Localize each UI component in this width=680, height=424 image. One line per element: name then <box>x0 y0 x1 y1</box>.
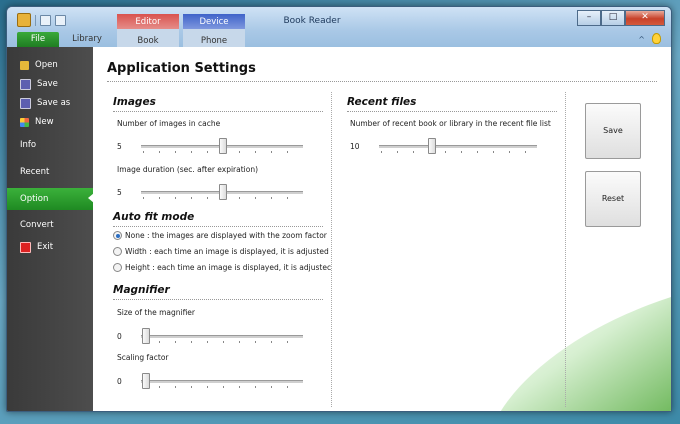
section-divider <box>113 111 323 112</box>
slider-ticks <box>381 151 535 153</box>
radio-dot[interactable] <box>113 247 122 256</box>
slider-thumb[interactable] <box>142 373 150 389</box>
radio-dot[interactable] <box>113 263 122 272</box>
editor-context-group <box>117 14 179 47</box>
editor-context-label: Editor <box>135 17 161 27</box>
slider-thumb[interactable] <box>219 138 227 154</box>
tab-book[interactable]: Book <box>137 36 159 46</box>
section-divider <box>347 111 557 112</box>
floppy-icon <box>20 79 31 90</box>
scaling-label: Scaling factor <box>117 353 169 362</box>
close-button[interactable]: ✕ <box>625 10 665 26</box>
sidebar-item-label: Exit <box>37 242 54 252</box>
cache-slider[interactable] <box>141 138 303 154</box>
slider-thumb[interactable] <box>219 184 227 200</box>
recent-count-slider[interactable] <box>379 138 537 154</box>
maximize-button[interactable]: □ <box>601 10 625 26</box>
section-divider <box>113 299 323 300</box>
save-button[interactable]: Save <box>585 103 641 159</box>
settings-panel <box>93 47 671 411</box>
sidebar-item-convert[interactable] <box>7 215 93 235</box>
sidebar-item-recent[interactable] <box>7 162 93 182</box>
background-swoosh <box>452 246 671 411</box>
sidebar-item-exit[interactable] <box>7 237 93 257</box>
title-divider <box>107 81 657 82</box>
floppy-icon <box>20 98 31 109</box>
minimize-button[interactable]: – <box>577 10 601 26</box>
autofit-section-title: Auto fit mode <box>113 211 195 223</box>
new-icon <box>20 118 29 127</box>
recent-count-label: Number of recent book or library in the recent file list <box>350 119 551 128</box>
title-bar <box>7 7 671 47</box>
sidebar-item-label: Save <box>37 79 58 89</box>
device-context-group <box>183 14 245 47</box>
sidebar-item-info[interactable] <box>7 135 93 155</box>
minimize-ribbon-icon[interactable]: ^ <box>638 35 645 44</box>
section-divider <box>113 226 323 227</box>
sidebar-item-label: Info <box>20 140 37 150</box>
sidebar-item-new[interactable] <box>7 112 93 132</box>
sidebar-item-option[interactable] <box>7 188 93 210</box>
slider-ticks <box>143 341 301 343</box>
cache-label: Number of images in cache <box>117 119 221 128</box>
recent-count-value: 10 <box>350 142 360 151</box>
sidebar-item-label: Option <box>20 194 49 204</box>
column-divider <box>331 92 332 407</box>
lightbulb-help-icon[interactable] <box>652 33 661 44</box>
sidebar-item-label: Convert <box>20 220 54 230</box>
window-controls <box>577 10 665 26</box>
radio-dot[interactable] <box>113 231 122 240</box>
tab-file[interactable]: File <box>17 32 59 47</box>
radio-label: Height : each time an image is displayed, it is adjustec <box>125 263 332 272</box>
magnifier-section-title: Magnifier <box>113 284 170 296</box>
scaling-value: 0 <box>117 377 122 386</box>
sidebar-item-label: New <box>35 117 54 127</box>
recent-section-title: Recent files <box>347 96 417 108</box>
slider-thumb[interactable] <box>428 138 436 154</box>
device-context-label: Device <box>199 17 229 27</box>
magnifier-size-slider[interactable] <box>141 328 303 344</box>
sidebar-item-save[interactable] <box>7 74 93 94</box>
slider-thumb[interactable] <box>142 328 150 344</box>
sidebar-item-open[interactable] <box>7 55 93 75</box>
autofit-height-radio[interactable] <box>113 263 331 272</box>
folder-icon <box>20 61 29 70</box>
magnifier-size-label: Size of the magnifier <box>117 308 196 317</box>
autofit-none-radio[interactable] <box>113 231 327 240</box>
images-section-title: Images <box>113 96 156 108</box>
backstage-sidebar <box>7 47 93 411</box>
radio-label: None : the images are displayed with the zoom factor <box>125 231 327 240</box>
duration-label: Image duration (sec. after expiration) <box>117 165 259 174</box>
scaling-slider[interactable] <box>141 373 303 389</box>
window-title: Book Reader <box>283 16 341 26</box>
duration-value: 5 <box>117 188 122 197</box>
magnifier-size-value: 0 <box>117 332 122 341</box>
duration-slider[interactable] <box>141 184 303 200</box>
sidebar-item-label: Save as <box>37 98 71 108</box>
slider-track <box>379 145 537 148</box>
column-divider <box>565 92 566 407</box>
slider-track <box>141 380 303 383</box>
power-icon <box>20 242 31 253</box>
tab-phone[interactable]: Phone <box>200 36 228 46</box>
autofit-width-radio[interactable] <box>113 247 329 256</box>
reset-button[interactable]: Reset <box>585 171 641 227</box>
slider-ticks <box>143 386 301 388</box>
app-window <box>6 6 672 412</box>
radio-label: Width : each time an image is displayed, it is adjusted <box>125 247 329 256</box>
page-title: Application Settings <box>107 61 256 76</box>
slider-track <box>141 335 303 338</box>
sidebar-item-label: Recent <box>20 167 50 177</box>
sidebar-item-save-as[interactable] <box>7 93 93 113</box>
sidebar-item-label: Open <box>35 60 58 70</box>
tab-library[interactable]: Library <box>72 34 102 44</box>
cache-value: 5 <box>117 142 122 151</box>
